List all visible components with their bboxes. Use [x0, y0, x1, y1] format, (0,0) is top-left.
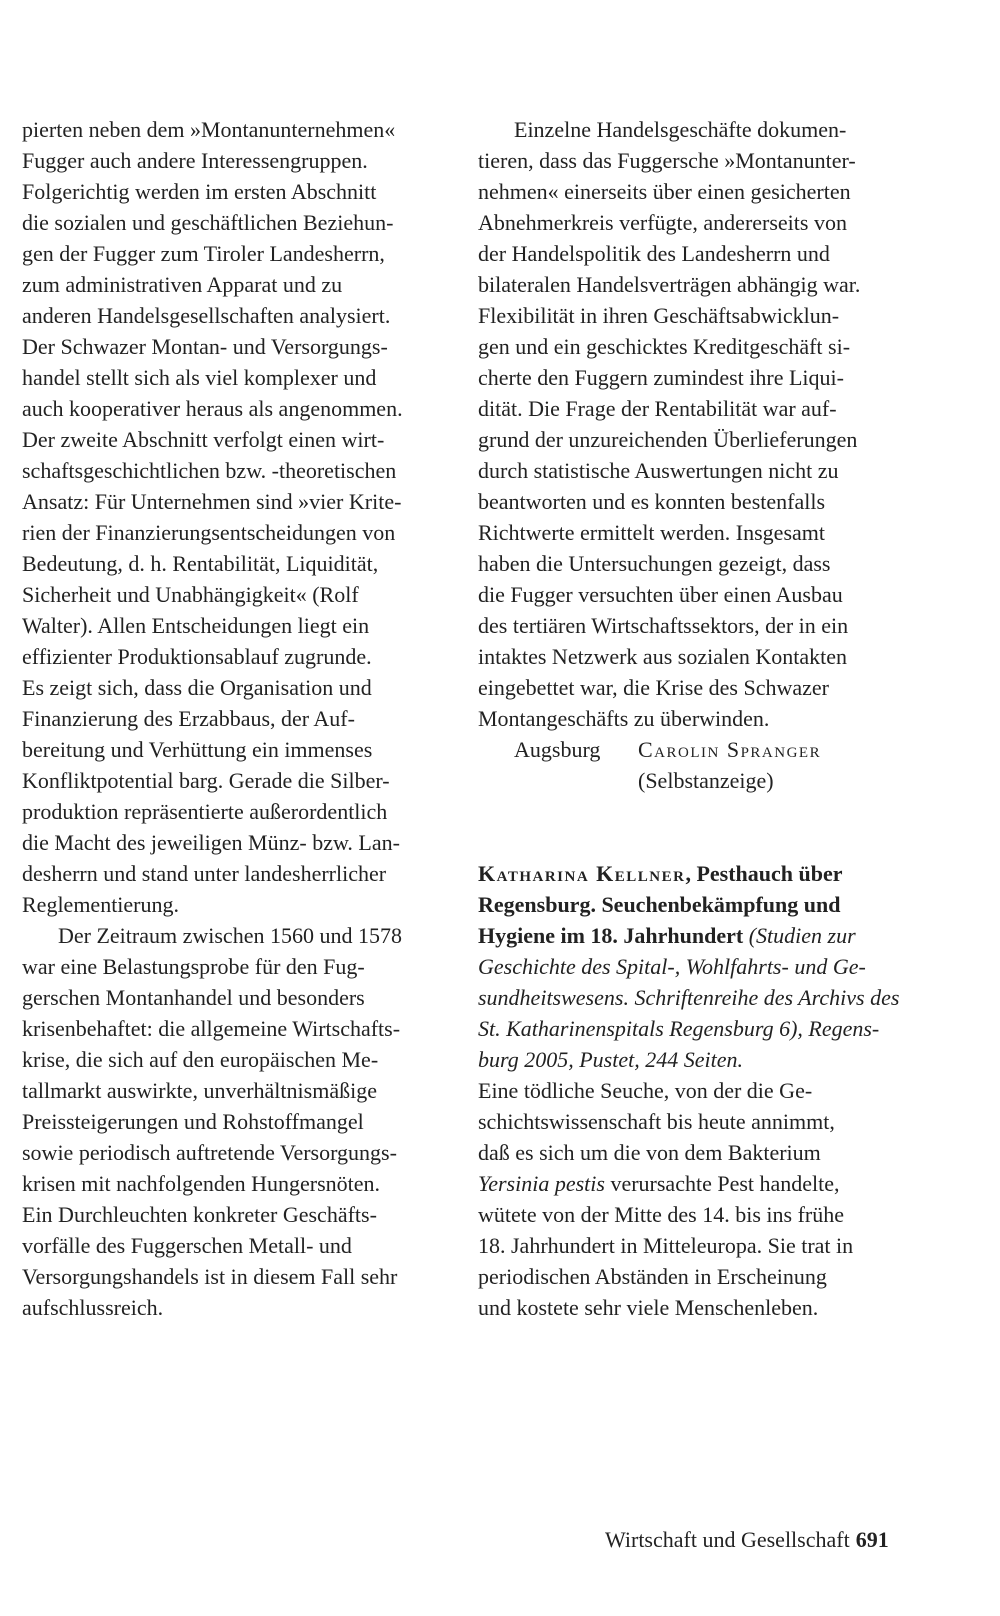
body-text-line: bereitung und Verhüttung ein immenses — [22, 737, 373, 762]
review-heading — [478, 858, 918, 1075]
section-gap — [478, 796, 918, 858]
review-body-line: und kostete sehr viele Menschenleben. — [478, 1295, 819, 1320]
review-heading-line-3: Hygiene im 18. Jahrhundert (Studien zur — [478, 923, 856, 948]
review-body-line: Yersinia pestis verursachte Pest handelte, — [478, 1171, 840, 1196]
body-text-line: Reglementierung. — [22, 892, 180, 917]
body-text-line: krisen mit nachfolgenden Hungersnöten. — [22, 1171, 381, 1196]
body-text-line: Ansatz: Für Unternehmen sind »vier Krite- — [22, 489, 402, 514]
page-number: 691 — [855, 1527, 889, 1552]
body-text-line: dität. Die Frage der Rentabilität war auf- — [478, 396, 837, 421]
body-text-line: tieren, dass das Fuggersche »Montanunter- — [478, 148, 856, 173]
body-text-line: krise, die sich auf den europäischen Me- — [22, 1047, 379, 1072]
review-continuation-text — [478, 114, 918, 734]
body-text-line: produktion repräsentierte außerordentlich — [22, 799, 388, 824]
body-text-line: anderen Handelsgesellschaften analysiert. — [22, 303, 391, 328]
body-text-line: zum administrativen Apparat und zu — [22, 272, 343, 297]
body-text-line: Fugger auch andere Interessengruppen. — [22, 148, 368, 173]
body-text-line: Es zeigt sich, dass die Organisation und — [22, 675, 372, 700]
signature-place: Augsburg — [514, 737, 601, 762]
body-text-line: gen und ein geschicktes Kreditgeschäft si- — [478, 334, 851, 359]
body-text-line: cherte den Fuggern zumindest ihre Liqui- — [478, 365, 844, 390]
right-column — [478, 114, 918, 1323]
body-text-line: grund der unzureichenden Überlieferungen — [478, 427, 858, 452]
body-text-line: sowie periodisch auftretende Versorgungs- — [22, 1140, 397, 1165]
running-footer-section: Wirtschaft und Gesellschaft — [605, 1527, 850, 1552]
body-text-line: des tertiären Wirtschaftssektors, der in ein — [478, 613, 849, 638]
body-text-line: haben die Untersuchungen gezeigt, dass — [478, 551, 831, 576]
body-text-line: Richtwerte ermittelt werden. Insgesamt — [478, 520, 825, 545]
body-text-line: durch statistische Auswertungen nicht zu — [478, 458, 839, 483]
body-text-line: effizienter Produktionsablauf zugrunde. — [22, 644, 372, 669]
body-text-line: die Macht des jeweiligen Münz- bzw. Lan- — [22, 830, 400, 855]
body-text-line: Der Schwazer Montan- und Versorgungs- — [22, 334, 388, 359]
body-text-line: Flexibilität in ihren Geschäftsabwicklun- — [478, 303, 840, 328]
page-footer — [605, 1527, 889, 1553]
review-signature — [478, 734, 918, 765]
series-info-line: burg 2005, Pustet, 244 Seiten. — [478, 1047, 743, 1072]
body-text-line: nehmen« einerseits über einen gesicherten — [478, 179, 851, 204]
series-info-line: sundheitswesens. Schriftenreihe des Archivs des — [478, 985, 900, 1010]
body-text-line: pierten neben dem »Montanunternehmen« — [22, 117, 396, 142]
review-body-line: 18. Jahrhundert in Mitteleuropa. Sie trat in — [478, 1233, 854, 1258]
body-text-line: auch kooperativer heraus als angenommen. — [22, 396, 403, 421]
body-text-line: tallmarkt auswirkte, unverhältnismäßige — [22, 1078, 377, 1103]
body-text-line: Der zweite Abschnitt verfolgt einen wirt- — [22, 427, 385, 452]
review-body-line: daß es sich um die von dem Bakterium — [478, 1140, 821, 1165]
body-text-line: Der Zeitraum zwischen 1560 und 1578 — [58, 923, 402, 948]
review-body-line: periodischen Abständen in Erscheinung — [478, 1264, 827, 1289]
review-body — [478, 1075, 918, 1323]
body-text-line: Versorgungshandels ist in diesem Fall sehr — [22, 1264, 398, 1289]
body-text-line: Montangeschäfts zu überwinden. — [478, 706, 770, 731]
left-column — [22, 114, 442, 1323]
body-text-line: die sozialen und geschäftlichen Beziehun- — [22, 210, 394, 235]
signature-author: Carolin Spranger — [638, 737, 822, 762]
body-text-line: intaktes Netzwerk aus sozialen Kontakten — [478, 644, 847, 669]
body-text-line: Abnehmerkreis verfügte, andererseits von — [478, 210, 847, 235]
body-text-line: handel stellt sich als viel komplexer und — [22, 365, 377, 390]
body-text-line: Ein Durchleuchten konkreter Geschäfts- — [22, 1202, 377, 1227]
signature-note: (Selbstanzeige) — [638, 768, 774, 793]
body-text-line: rien der Finanzierungsentscheidungen von — [22, 520, 396, 545]
body-text-line: Folgerichtig werden im ersten Abschnitt — [22, 179, 377, 204]
review-series-info — [478, 951, 918, 1075]
body-text-line: die Fugger versuchten über einen Ausbau — [478, 582, 843, 607]
body-text-line: Preissteigerungen und Rohstoffmangel — [22, 1109, 364, 1134]
series-info-line: Geschichte des Spital-, Wohlfahrts- und Ge- — [478, 954, 866, 979]
body-text-line: eingebettet war, die Krise des Schwazer — [478, 675, 829, 700]
series-info-line: St. Katharinenspitals Regensburg 6), Regens- — [478, 1016, 880, 1041]
body-text-line: schaftsgeschichtlichen bzw. -theoretischen — [22, 458, 397, 483]
body-text-line: war eine Belastungsprobe für den Fug- — [22, 954, 365, 979]
body-text-line: gen der Fugger zum Tiroler Landesherrn, — [22, 241, 385, 266]
body-text-line: desherrn und stand unter landesherrlicher — [22, 861, 387, 886]
review-body-line: wütete von der Mitte des 14. bis ins frühe — [478, 1202, 844, 1227]
body-text-line: Bedeutung, d. h. Rentabilität, Liquidität, — [22, 551, 379, 576]
body-text-line: Walter). Allen Entscheidungen liegt ein — [22, 613, 370, 638]
body-text-line: aufschlussreich. — [22, 1295, 164, 1320]
body-text-line: der Handelspolitik des Landesherrn und — [478, 241, 830, 266]
review-body-line: Eine tödliche Seuche, von der die Ge- — [478, 1078, 813, 1103]
review-heading-line-2: Regensburg. Seuchenbekämpfung und — [478, 892, 841, 917]
body-text-line: bilateralen Handelsverträgen abhängig war. — [478, 272, 861, 297]
body-text-line: vorfälle des Fuggerschen Metall- und — [22, 1233, 352, 1258]
reviewed-book-author: Katharina Kellner — [478, 861, 686, 886]
body-text-line: Sicherheit und Unabhängigkeit« (Rolf — [22, 582, 359, 607]
body-text-line: Konfliktpotential barg. Gerade die Silber- — [22, 768, 390, 793]
body-text-line: beantworten und es konnten bestenfalls — [478, 489, 826, 514]
body-text-line: gerschen Montanhandel und besonders — [22, 985, 365, 1010]
review-body-line: schichtswissenschaft bis heute annimmt, — [478, 1109, 835, 1134]
review-heading-line-1: Katharina Kellner, Pesthauch über — [478, 861, 843, 886]
body-text-line: Einzelne Handelsgeschäfte dokumen- — [514, 117, 847, 142]
body-text-line: Finanzierung des Erzabbaus, der Auf- — [22, 706, 355, 731]
body-text-line: krisenbehaftet: die allgemeine Wirtschafts- — [22, 1016, 401, 1041]
